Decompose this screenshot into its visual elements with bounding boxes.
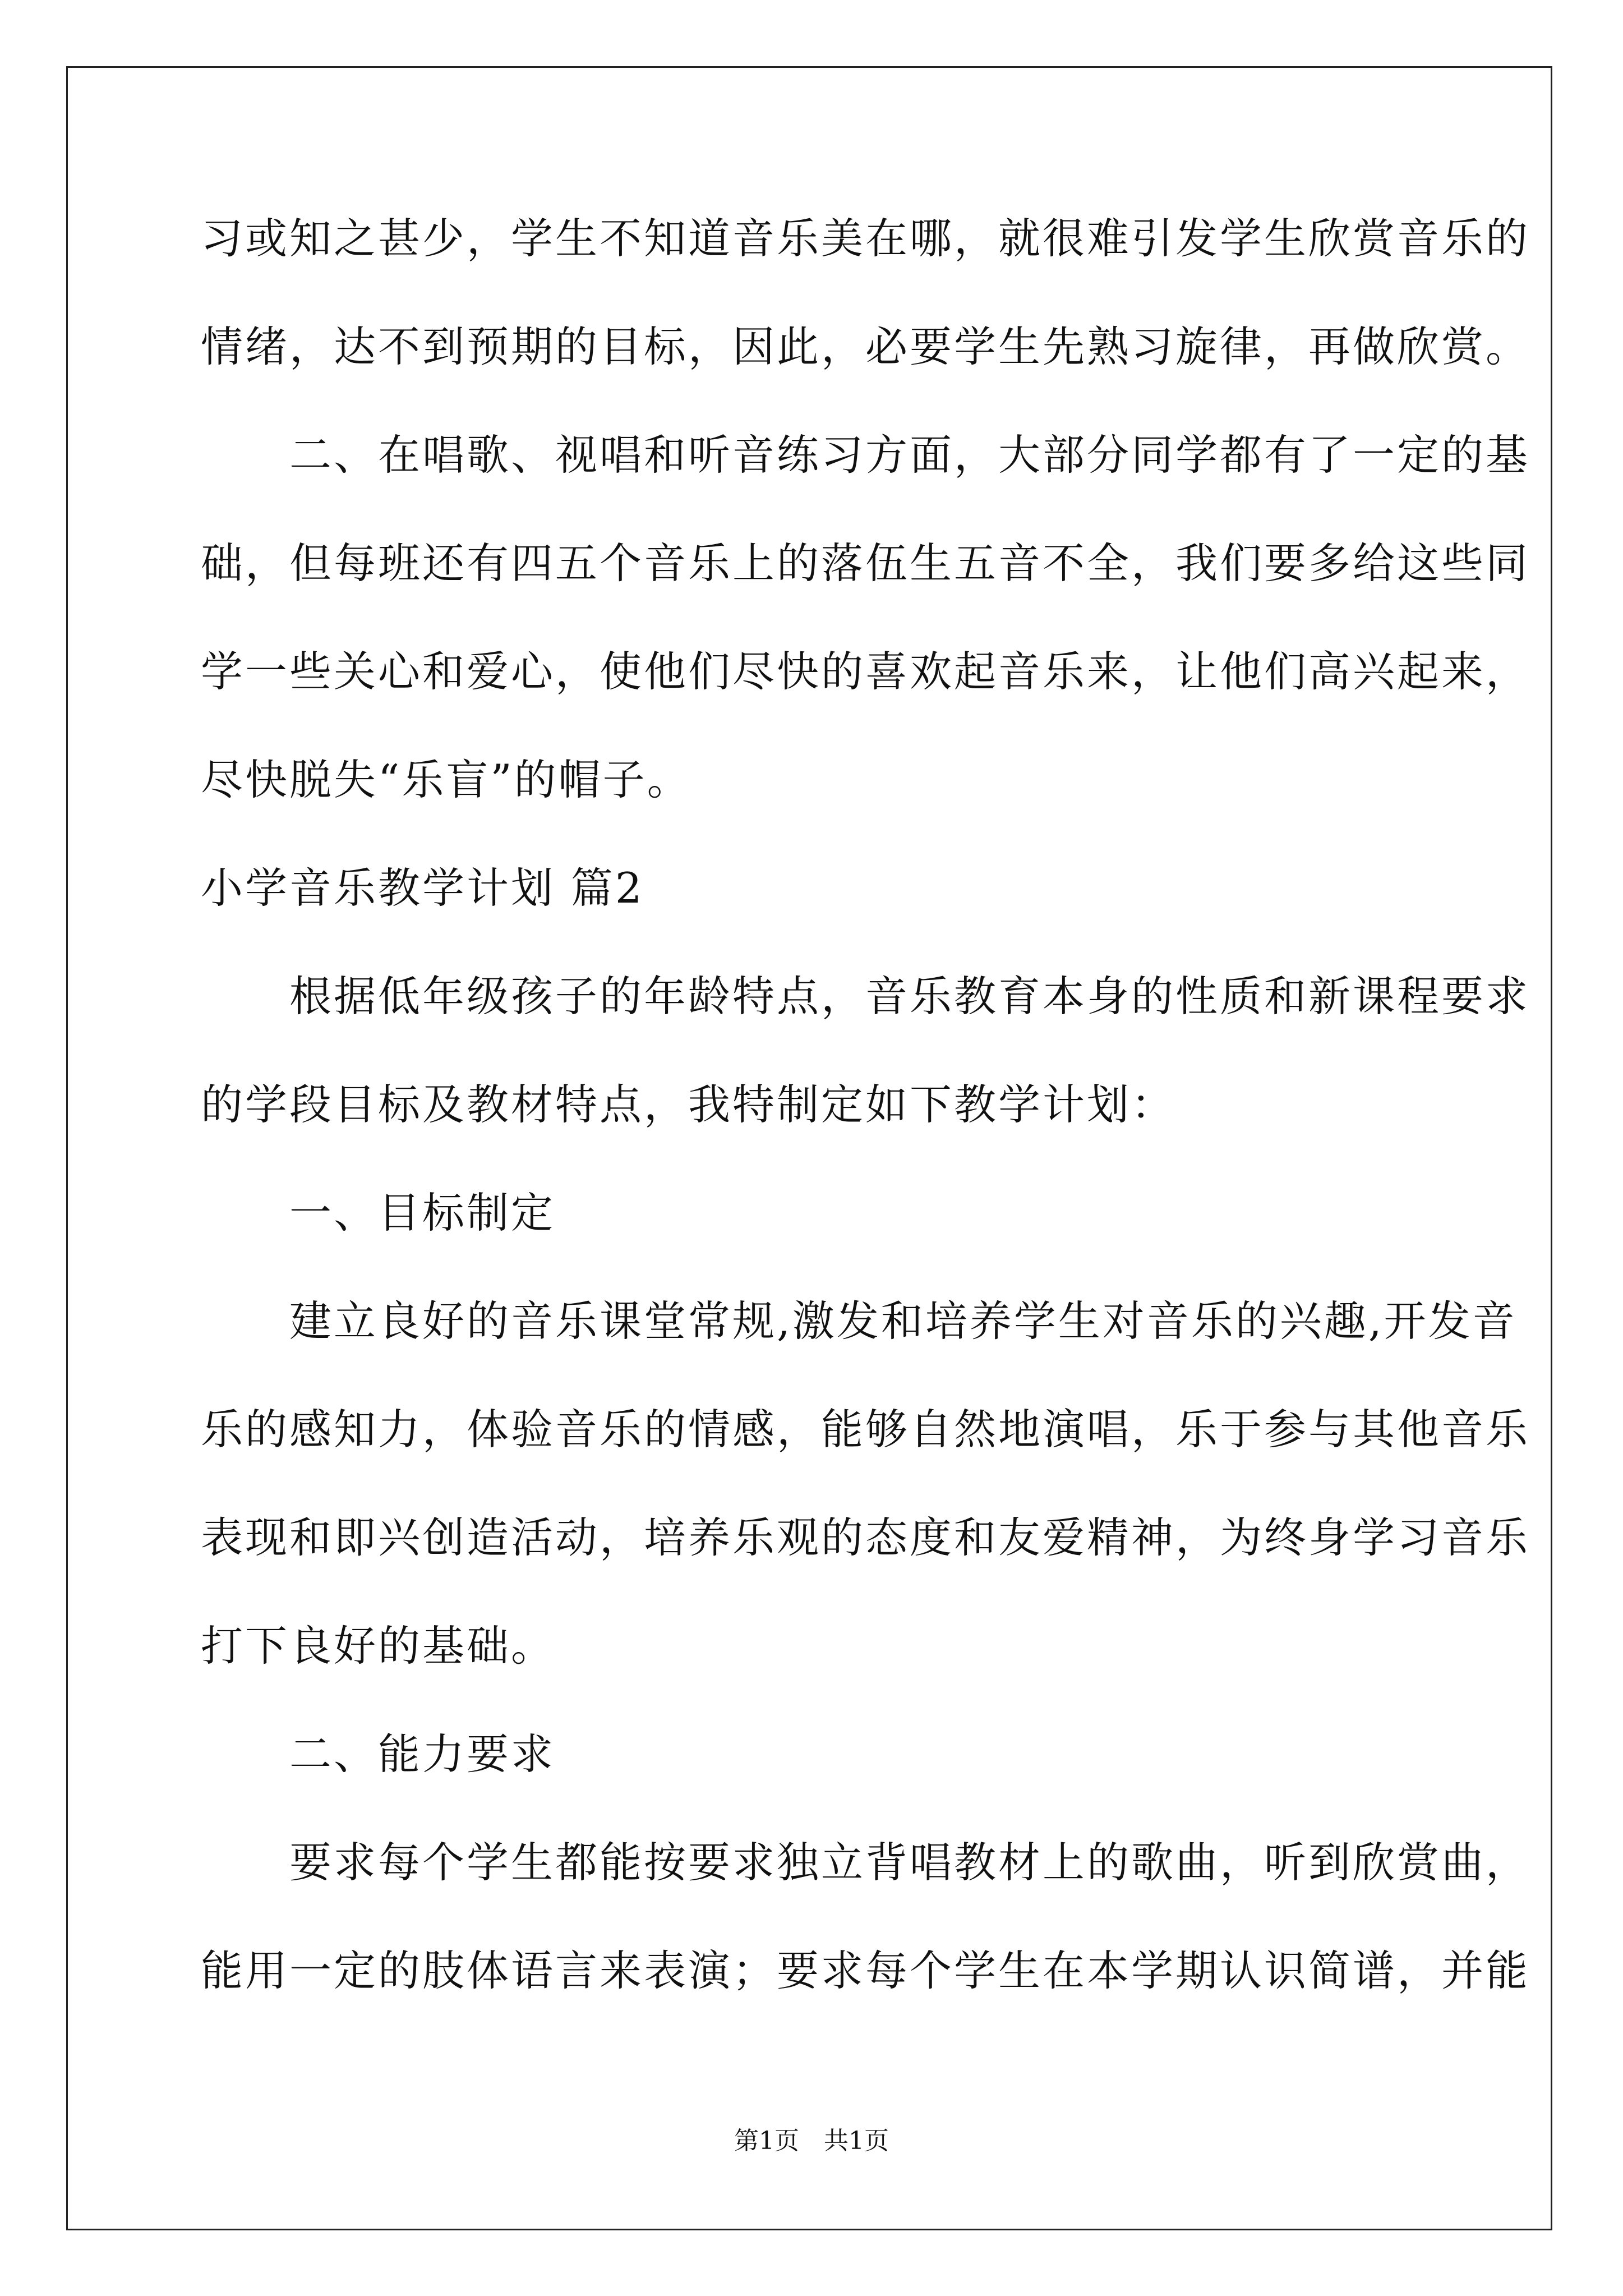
subheading: 一、目标制定 [201,1188,556,1237]
text-line: 建立良好的音乐课堂常规,激发和培养学生对音乐的兴趣,开发音 [201,1296,1517,1346]
section-heading: 小学音乐教学计划 篇2 [201,863,644,913]
text-line: 情绪，达不到预期的目标，因此，必要学生先熟习旋律，再做欣赏。 [201,322,1530,371]
text-line: 根据低年级孩子的年龄特点，音乐教育本身的性质和新课程要求 [201,972,1530,1021]
text-line: 要求每个学生都能按要求独立背唱教材上的歌曲，听到欣赏曲， [201,1838,1530,1887]
page-footer: 第1页 共1页 [734,2127,889,2155]
text-line: 能用一定的肢体语言来表演；要求每个学生在本学期认识简谱，并能 [201,1946,1530,1995]
text-line: 础，但每班还有四五个音乐上的落伍生五音不全，我们要多给这些同 [201,539,1530,588]
text-line: 二、在唱歌、视唱和听音练习方面，大部分同学都有了一定的基 [201,430,1530,480]
page-border [66,66,1552,2230]
text-line: 乐的感知力，体验音乐的情感，能够自然地演唱，乐于参与其他音乐 [201,1405,1530,1454]
text-line: 习或知之甚少，学生不知道音乐美在哪，就很难引发学生欣赏音乐的 [201,214,1530,263]
subheading: 二、能力要求 [201,1729,556,1779]
text-line: 表现和即兴创造活动，培养乐观的态度和友爱精神，为终身学习音乐 [201,1513,1530,1562]
text-line: 学一些关心和爱心，使他们尽快的喜欢起音乐来，让他们高兴起来， [201,647,1530,696]
text-line: 的学段目标及教材特点，我特制定如下教学计划： [201,1080,1176,1129]
text-line: 尽快脱失“乐盲”的帽子。 [201,755,691,804]
text-line: 打下良好的基础。 [201,1621,556,1671]
